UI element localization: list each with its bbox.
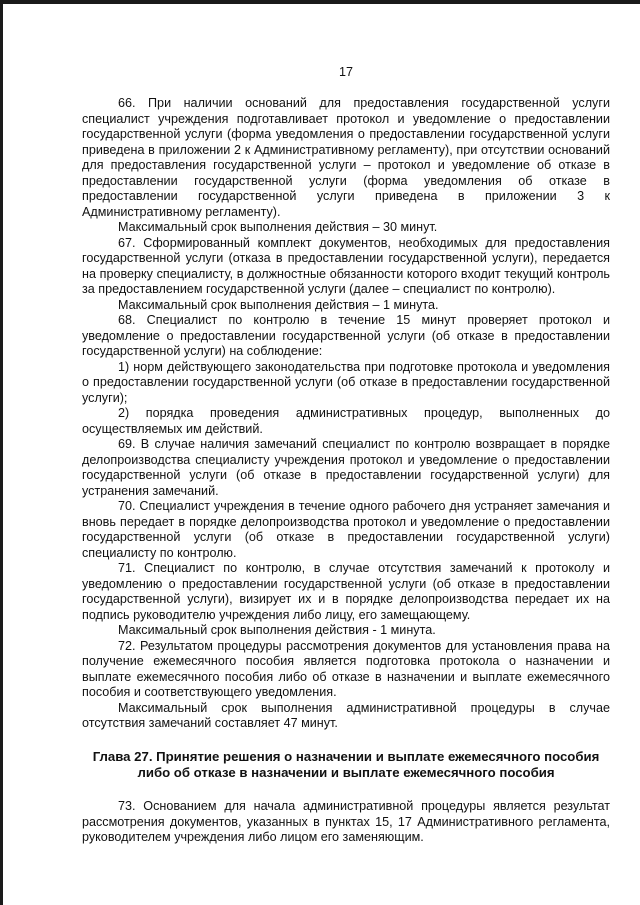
paragraph-71: 71. Специалист по контролю, в случае отсутствия замечаний к протоколу и уведомлению о предоставлении государственной услуги (об отказе в предоставлении государственной услуги), визирует их и в порядке делопроизводства передает их на подпись руководителю учреждения либо лицу, его замещающему.	[82, 561, 610, 622]
paragraph-72-deadline: Максимальный срок выполнения административной процедуры в случае отсутствия замечаний составляет 47 минут.	[82, 700, 610, 730]
paragraph-66: 66. При наличии оснований для предоставления государственной услуги специалист учреждения подготавливает протокол и уведомление о предоставлении государственной услуги (форма уведомления о предоставлении государственной услуги приведена в приложении 2 к Административному регламенту), при отсутствии оснований для предоставления государственной услуги – протокол и уведомление об отказе в предоставлении государственной услуги (форма уведомления об отказе в предоставлении государственной услуги приведена в приложении 3 к Административному регламенту).	[82, 96, 610, 219]
paragraph-73: 73. Основанием для начала административной процедуры является результат рассмотрения документов, указанных в пунктах 15, 17 Административного регламента, руководителем учреждения либо лицом его заменяющим.	[82, 799, 610, 844]
paragraph-68-item-1: 1) норм действующего законодательства при подготовке протокола и уведомления о предоставлении государственной услуги (об отказе в предоставлении государственной услуги);	[82, 359, 610, 405]
paragraph-72: 72. Результатом процедуры рассмотрения документов для установления права на получение ежемесячного пособия является подготовка протокола о назначении и выплате ежемесячного пособия либо об отказе в назначении и выплате ежемесячного пособия и соответствующего уведомления.	[82, 638, 610, 699]
document-body	[82, 96, 610, 732]
paragraph-70: 70. Специалист учреждения в течение одного рабочего дня устраняет замечания и вновь передает в порядке делопроизводства протокол и уведомление о предоставлении государственной услуги (об отказе в предоставлении государственной услуги) специалисту по контролю.	[82, 499, 610, 560]
paragraph-66-deadline: Максимальный срок выполнения действия – 30 минут.	[118, 220, 438, 234]
scan-edge-top	[0, 0, 640, 4]
paragraph-71-deadline: Максимальный срок выполнения действия - 1 минута.	[118, 623, 436, 637]
paragraph-68-item-2: 2) порядка проведения административных процедур, выполненных до осуществляемых им действий.	[82, 406, 610, 436]
chapter-27-body	[82, 799, 610, 846]
paragraph-67: 67. Сформированный комплект документов, необходимых для предоставления государственной услуги (отказа в предоставлении государственной услуги), передается на проверку специалисту, в должностные обязанности которого входит текущий контроль за предоставлением государственной услуги (далее – специалист по контролю).	[82, 235, 610, 296]
scan-edge-left	[0, 0, 3, 905]
page-number: 17	[338, 65, 353, 79]
paragraph-68: 68. Специалист по контролю в течение 15 минут проверяет протокол и уведомление о предоставлении государственной услуги (об отказе в предоставлении государственной услуги) на соблюдение:	[82, 313, 610, 358]
chapter-27-title: Глава 27. Принятие решения о назначении и выплате ежемесячного пособия либо об отказе в назначении и выплате ежемесячного пособия	[92, 749, 600, 780]
paragraph-69: 69. В случае наличия замечаний специалист по контролю возвращает в порядке делопроизводства специалисту учреждения протокол и уведомление о предоставлении государственной услуги (об отказе в предоставлении государственной услуги) для устранения замечаний.	[82, 437, 610, 498]
paragraph-67-deadline: Максимальный срок выполнения действия – 1 минута.	[118, 297, 439, 312]
